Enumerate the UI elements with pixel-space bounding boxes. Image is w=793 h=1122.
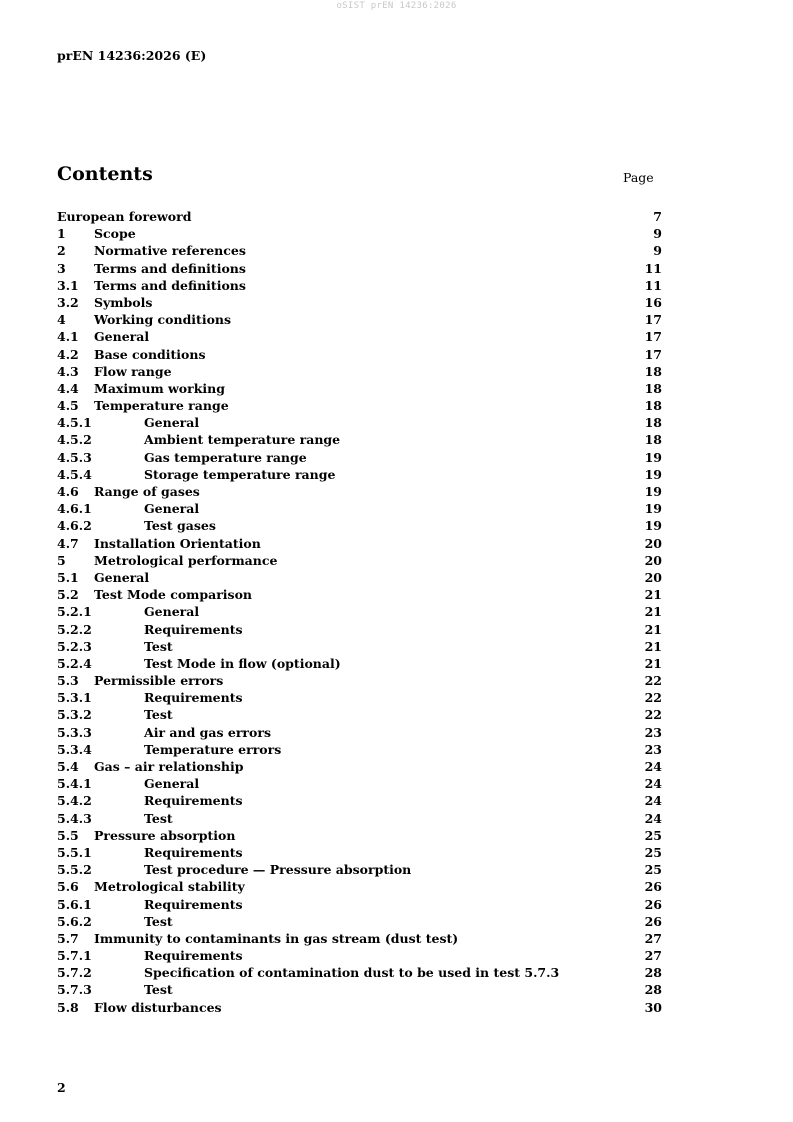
toc-entry-number: 5.7.1: [57, 948, 92, 964]
toc-entry-title: General: [144, 415, 200, 431]
toc-entry[interactable]: [57, 672, 662, 689]
toc-entry[interactable]: [57, 483, 662, 500]
toc-entry-title: Maximum working: [94, 380, 225, 396]
toc-entry[interactable]: [57, 724, 662, 741]
toc-entry-title: General: [144, 604, 200, 620]
toc-entry-page: 19: [644, 466, 662, 482]
toc-entry-number: 4.5.2: [57, 432, 92, 448]
toc-entry-page: 25: [644, 862, 662, 878]
toc-entry-number: 5.3.3: [57, 724, 92, 740]
toc-entry[interactable]: [57, 431, 662, 448]
toc-entry-title: Flow range: [94, 363, 172, 379]
toc-entry-title: Temperature errors: [144, 741, 282, 757]
toc-entry-number: 4.5.3: [57, 449, 92, 465]
toc-entry-number: 5.6.1: [57, 896, 92, 912]
toc-entry-title: Gas – air relationship: [94, 759, 244, 774]
toc-entry-title: Working conditions: [94, 312, 232, 328]
toc-entry-number: 5.2.1: [57, 604, 92, 620]
toc-entry-number: 5.1: [57, 569, 79, 585]
toc-entry[interactable]: [57, 741, 662, 758]
contents-title: Contents: [57, 163, 153, 185]
toc-entry[interactable]: [57, 638, 662, 655]
toc-entry-number: 5.7.2: [57, 965, 92, 981]
toc-entry-page: 21: [644, 621, 662, 637]
toc-entry[interactable]: [57, 655, 662, 672]
toc-entry[interactable]: [57, 603, 662, 620]
toc-entry-title: Pressure absorption: [94, 827, 236, 843]
toc-entry-page: 28: [644, 965, 662, 981]
toc-entry[interactable]: [57, 294, 662, 311]
toc-entry-number: 3.2: [57, 294, 79, 310]
toc-entry-page: 18: [644, 398, 662, 414]
toc-entry-page: 9: [653, 243, 662, 259]
toc-entry-number: 4.6: [57, 484, 79, 499]
toc-entry-number: 4.6.2: [57, 518, 92, 534]
toc-entry-page: 24: [644, 793, 662, 809]
toc-entry-page: 19: [644, 484, 662, 499]
toc-entry-title: Metrological stability: [94, 879, 245, 895]
toc-entry-page: 21: [644, 655, 662, 671]
toc-entry[interactable]: [57, 346, 662, 363]
toc-entry[interactable]: [57, 311, 662, 328]
toc-entry-page: 22: [644, 707, 662, 723]
toc-entry-title: Gas temperature range: [144, 449, 307, 465]
toc-entry-number: 5.8: [57, 999, 79, 1015]
toc-entry-page: 17: [644, 329, 662, 345]
toc-entry-page: 27: [644, 948, 662, 964]
toc-entry-number: 5.7.3: [57, 982, 92, 998]
toc-entry-title: Test: [144, 982, 173, 998]
toc-entry-number: 4.7: [57, 535, 79, 551]
toc-entry-number: 5.3.4: [57, 741, 92, 757]
toc-entry-number: 5.2: [57, 587, 79, 603]
toc-entry-page: 23: [644, 741, 662, 757]
toc-entry-number: 5.3.1: [57, 690, 92, 706]
toc-entry-number: 5.3.2: [57, 707, 92, 723]
toc-entry-number: 2: [57, 243, 66, 259]
toc-entry-number: 5.2.2: [57, 621, 92, 637]
toc-entry[interactable]: [57, 775, 662, 792]
toc-entry[interactable]: [57, 225, 662, 242]
toc-entry-title: Test: [144, 810, 173, 826]
toc-entry[interactable]: [57, 913, 662, 930]
watermark: oSIST prEN 14236:2026: [336, 1, 457, 11]
toc-entry-page: 11: [644, 260, 662, 276]
toc-entry-title: Test: [144, 638, 173, 654]
toc-entry-number: 4.5: [57, 398, 79, 414]
toc-entry-number: 5.4.3: [57, 810, 92, 826]
toc-entry-page: 26: [644, 896, 662, 912]
toc-entry[interactable]: [57, 792, 662, 809]
toc-entry-title: Requirements: [144, 793, 243, 809]
toc-entry[interactable]: [57, 689, 662, 706]
toc-entry-page: 20: [644, 552, 662, 568]
toc-entry-title: Requirements: [144, 896, 243, 912]
toc-entry-title: Metrological performance: [94, 552, 278, 568]
toc-entry-page: 25: [644, 844, 662, 860]
toc-entry-number: 5: [57, 552, 66, 568]
page-column-heading: Page: [623, 170, 654, 185]
toc-entry-title: Air and gas errors: [144, 724, 271, 740]
toc-entry[interactable]: [57, 500, 662, 517]
toc-entry[interactable]: [57, 397, 662, 414]
toc-entry[interactable]: [57, 363, 662, 380]
toc-entry-page: 30: [644, 999, 662, 1015]
toc-entry-title: Range of gases: [94, 484, 200, 499]
toc-entry-title: Flow disturbances: [94, 999, 222, 1015]
toc-entry-number: 4.5.1: [57, 415, 92, 431]
toc-entry-title: Terms and definitions: [94, 277, 246, 293]
toc-entry-page: 18: [644, 363, 662, 379]
toc-entry[interactable]: [57, 586, 662, 603]
toc-entry-number: 5.6: [57, 879, 79, 895]
toc-entry-number: 5.3: [57, 673, 79, 689]
toc-entry[interactable]: [57, 260, 662, 277]
toc-entry-title: General: [144, 776, 200, 792]
toc-entry-title: Specification of contamination dust to be used in test 5.7.3: [144, 965, 560, 981]
toc-entry-page: 26: [644, 913, 662, 929]
toc-entry-title: General: [144, 501, 200, 517]
toc-entry-title: Scope: [94, 226, 136, 242]
toc-entry[interactable]: [57, 844, 662, 861]
toc-entry[interactable]: [57, 621, 662, 638]
toc-entry-title: General: [94, 569, 150, 585]
toc-entry[interactable]: [57, 414, 662, 431]
table-of-contents: [57, 208, 662, 1016]
toc-entry-title: Test gases: [144, 518, 216, 534]
toc-entry-number: 4.5.4: [57, 466, 92, 482]
toc-entry-title: Test: [144, 707, 173, 723]
toc-entry-title: Symbols: [94, 294, 153, 310]
toc-entry[interactable]: [57, 552, 662, 569]
toc-entry-number: 5.5.1: [57, 844, 92, 860]
toc-entry[interactable]: [57, 999, 662, 1016]
toc-entry[interactable]: [57, 535, 662, 552]
toc-entry[interactable]: [57, 981, 662, 998]
toc-entry[interactable]: [57, 277, 662, 294]
toc-entry-title: Terms and definitions: [94, 260, 246, 276]
toc-entry[interactable]: [57, 964, 662, 981]
toc-entry-page: 27: [644, 930, 662, 946]
toc-entry-page: 9: [653, 226, 662, 242]
toc-entry-page: 17: [644, 312, 662, 328]
toc-entry[interactable]: [57, 861, 662, 878]
toc-entry[interactable]: [57, 810, 662, 827]
toc-entry-number: 4.2: [57, 346, 79, 362]
toc-entry[interactable]: [57, 947, 662, 964]
toc-entry-number: 4.6.1: [57, 501, 92, 517]
toc-entry-number: 3.1: [57, 277, 79, 293]
toc-entry-title: General: [94, 329, 150, 345]
toc-entry[interactable]: [57, 930, 662, 947]
toc-entry-page: 26: [644, 879, 662, 895]
toc-entry-title: Normative references: [94, 243, 246, 259]
toc-entry-title: Permissible errors: [94, 673, 224, 689]
toc-entry-number: 5.7: [57, 930, 79, 946]
toc-entry-page: 24: [644, 810, 662, 826]
toc-entry-number: 5.5.2: [57, 862, 92, 878]
toc-entry-number: 4.3: [57, 363, 79, 379]
toc-entry[interactable]: [57, 517, 662, 534]
toc-entry-page: 19: [644, 518, 662, 534]
toc-entry-number: 5.5: [57, 827, 79, 843]
toc-entry-title: Requirements: [144, 948, 243, 964]
toc-entry[interactable]: [57, 242, 662, 259]
toc-entry-title: European foreword: [57, 209, 192, 224]
document-id: prEN 14236:2026 (E): [57, 48, 207, 63]
toc-entry-number: 5.6.2: [57, 913, 92, 929]
toc-entry-number: 4.1: [57, 329, 79, 345]
toc-entry-title: Temperature range: [94, 398, 229, 414]
toc-entry[interactable]: [57, 569, 662, 586]
toc-entry-title: Installation Orientation: [94, 535, 261, 551]
toc-entry[interactable]: [57, 208, 662, 225]
page-number: 2: [57, 1080, 66, 1095]
toc-entry-page: 21: [644, 587, 662, 603]
toc-entry-title: Test procedure — Pressure absorption: [144, 862, 412, 878]
toc-entry-title: Storage temperature range: [144, 466, 336, 482]
toc-entry[interactable]: [57, 706, 662, 723]
toc-entry[interactable]: [57, 896, 662, 913]
toc-entry-page: 25: [644, 827, 662, 843]
toc-entry[interactable]: [57, 878, 662, 895]
toc-entry-title: Base conditions: [94, 346, 206, 362]
toc-entry-title: Test Mode comparison: [94, 587, 253, 603]
toc-entry-page: 11: [644, 277, 662, 293]
toc-entry-page: 20: [644, 569, 662, 585]
toc-entry-page: 16: [644, 294, 662, 310]
toc-entry-number: 5.2.3: [57, 638, 92, 654]
toc-entry-page: 28: [644, 982, 662, 998]
toc-entry-title: Requirements: [144, 690, 243, 706]
toc-entry[interactable]: [57, 758, 662, 775]
toc-entry-page: 22: [644, 673, 662, 689]
toc-entry-title: Ambient temperature range: [144, 432, 341, 448]
toc-entry[interactable]: [57, 466, 662, 483]
toc-entry-page: 19: [644, 501, 662, 517]
toc-entry[interactable]: [57, 328, 662, 345]
toc-entry-page: 18: [644, 380, 662, 396]
toc-entry-number: 5.4: [57, 759, 79, 774]
toc-entry-page: 19: [644, 449, 662, 465]
toc-entry-page: 20: [644, 535, 662, 551]
toc-entry-number: 3: [57, 260, 66, 276]
toc-entry-page: 17: [644, 346, 662, 362]
toc-entry-title: Requirements: [144, 844, 243, 860]
toc-entry-number: 4.4: [57, 380, 79, 396]
toc-entry[interactable]: [57, 449, 662, 466]
toc-entry-title: Requirements: [144, 621, 243, 637]
toc-entry-page: 21: [644, 604, 662, 620]
toc-entry-page: 18: [644, 432, 662, 448]
toc-entry-page: 21: [644, 638, 662, 654]
toc-entry-title: Immunity to contaminants in gas stream (dust test): [94, 930, 459, 946]
toc-entry-number: 1: [57, 226, 66, 242]
toc-entry-number: 5.4.1: [57, 776, 92, 792]
toc-entry-number: 5.2.4: [57, 655, 92, 671]
toc-entry-title: Test: [144, 913, 173, 929]
toc-entry-page: 24: [644, 759, 662, 774]
toc-entry-title: Test Mode in flow (optional): [144, 655, 341, 671]
toc-entry-page: 7: [653, 209, 662, 224]
toc-entry-number: 4: [57, 312, 66, 328]
toc-entry[interactable]: [57, 827, 662, 844]
toc-entry-page: 18: [644, 415, 662, 431]
toc-entry-page: 22: [644, 690, 662, 706]
toc-entry-page: 24: [644, 776, 662, 792]
toc-entry[interactable]: [57, 380, 662, 397]
toc-entry-number: 5.4.2: [57, 793, 92, 809]
toc-entry-page: 23: [644, 724, 662, 740]
